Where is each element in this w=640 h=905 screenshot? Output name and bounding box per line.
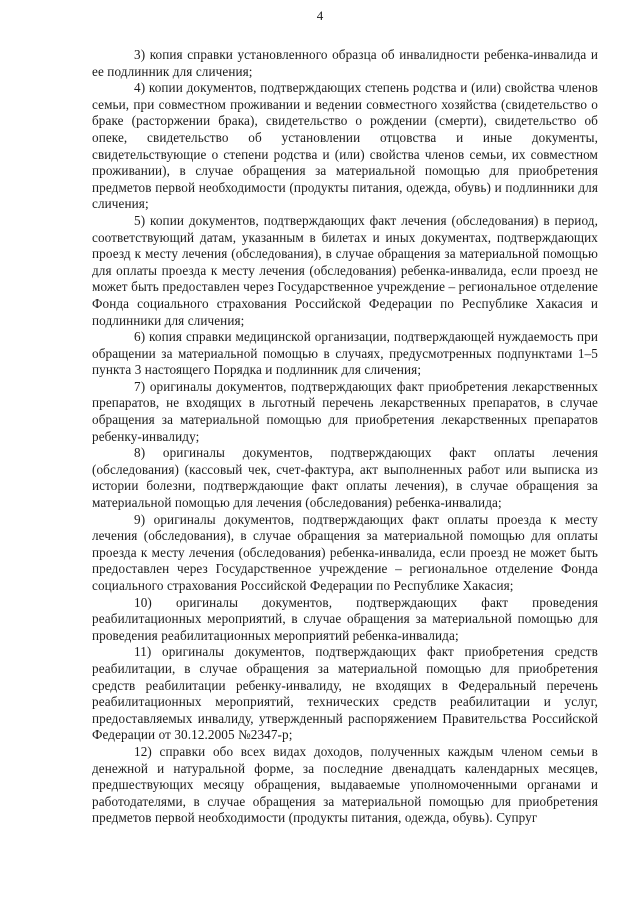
list-item-11: 11) оригиналы документов, подтверждающих факт приобретения средств реабилитации, в случае обращения за материальной помощью для приобретения средств реабилитации ребенку-инвалиду, не входящих в Федеральный перечень реабилитационных мероприятий, технических средств реабилитации и услуг, предоставляемых инвалиду, утвержденный распоряжением Правительства Российской Федерации от 30.12.2005 №2347-р; bbox=[92, 644, 598, 743]
list-item-5: 5) копии документов, подтверждающих факт лечения (обследования) в период, соответствующий датам, указанным в билетах и иных документах, подтверждающих проезд к месту лечения (обследования), в случае обращения за материальной помощью для оплаты проезда к месту лечения (обследования) ребенка-инвалида, если проезд не может быть предоставлен через Государственное учреждение – региональное отделение Фонда социального страхования Российской Федерации по Республике Хакасия и подлинники для сличения; bbox=[92, 212, 598, 328]
list-item-8: 8) оригиналы документов, подтверждающих факт оплаты лечения (обследования) (кассовый чек, счет-фактура, акт выполненных работ или выписка из истории болезни, подтверждающие факт оплаты лечения), в случае обращения за материальной помощью для лечения (обследования) ребенка-инвалида; bbox=[92, 445, 598, 511]
document-body bbox=[92, 47, 598, 827]
list-item-7: 7) оригиналы документов, подтверждающих факт приобретения лекарственных препаратов, не входящих в льготный перечень лекарственных препаратов, в случае обращения за материальной помощью для приобретения лекарственных препаратов ребенку-инвалиду; bbox=[92, 378, 598, 444]
list-item-9: 9) оригиналы документов, подтверждающих факт оплаты проезда к месту лечения (обследования), в случае обращения за материальной помощью для оплаты проезда к месту лечения (обследования) ребенка-инвалида, если проезд не может быть предоставлен через Государственное учреждение – региональное отделение Фонда социального страхования Российской Федерации по Республике Хакасия; bbox=[92, 511, 598, 593]
list-item-3: 3) копия справки установленного образца об инвалидности ребенка-инвалида и ее подлинник для сличения; bbox=[92, 47, 598, 79]
page-number: 4 bbox=[316, 8, 324, 23]
list-item-12: 12) справки обо всех видах доходов, полученных каждым членом семьи в денежной и натуральной форме, за последние двенадцать календарных месяцев, предшествующих месяцу обращения, выдаваемые уполномоченными органами и работодателями, в случае обращения за материальной помощью для приобретения предметов первой необходимости (продукты питания, одежда, обувь). Супруг bbox=[92, 743, 598, 826]
list-item-6: 6) копия справки медицинской организации, подтверждающей нуждаемость при обращении за материальной помощью в случаях, предусмотренных подпунктами 1–5 пункта 3 настоящего Порядка и подлинник для сличения; bbox=[92, 329, 598, 378]
list-item-10: 10) оригиналы документов, подтверждающих факт проведения реабилитационных мероприятий, в случае обращения за материальной помощью для проведения реабилитационных мероприятий ребенка-инвалида; bbox=[92, 594, 598, 643]
list-item-4: 4) копии документов, подтверждающих степень родства и (или) свойства членов семьи, при совместном проживании и ведении совместного хозяйства (свидетельство о браке (расторжении брака), свидетельство о рождении (смерти), свидетельство об опеке, свидетельство об установлении отцовства и иные документы, свидетельствующие о степени родства и (или) свойства членов семьи, их совместном проживании), в случае обращения за материальной помощью для приобретения предметов первой необходимости (продукты питания, одежда, обувь) и подлинники для сличения; bbox=[92, 80, 598, 212]
